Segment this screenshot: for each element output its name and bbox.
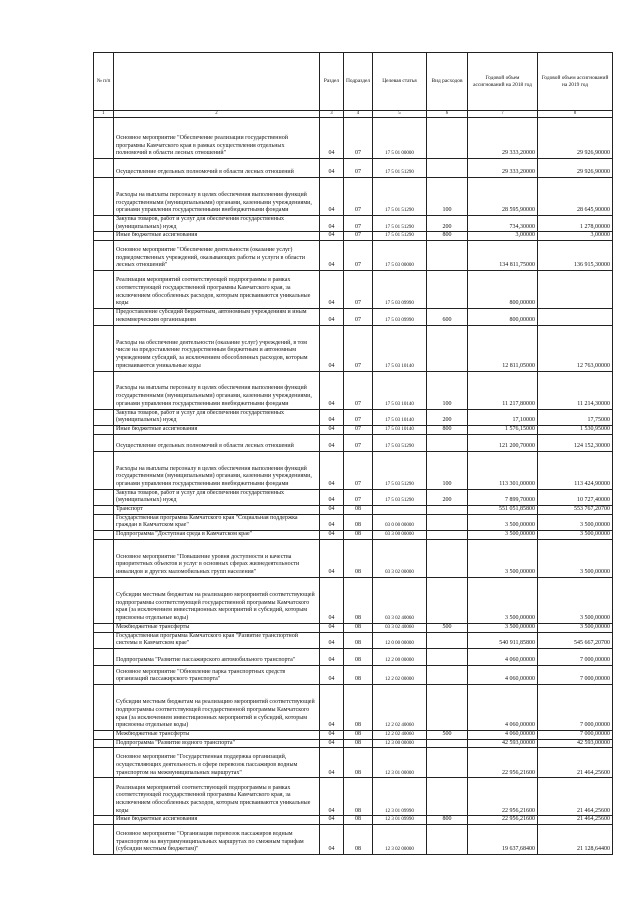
row-razdel: 04 — [320, 506, 344, 515]
row-amount-2018: 3,00000 — [468, 232, 538, 241]
table-row — [94, 577, 613, 623]
row-name: Основное мероприятие "Организация перевозок пассажиров водным транспортом на внутримуниципальных маршрутах по смежным тарифам (субсидии местным бюджетам)" — [114, 825, 320, 855]
row-podrazdel: 08 — [344, 648, 373, 665]
budget-table — [93, 52, 613, 855]
row-podrazdel: 07 — [344, 216, 373, 232]
row-amount-2018: 29 333,20000 — [468, 159, 538, 178]
row-celevaya-statya: 17 5 01 51290 — [373, 178, 427, 216]
row-razdel: 04 — [320, 434, 344, 451]
row-amount-2018: 7 899,70000 — [468, 489, 538, 505]
row-name: Расходы на выплаты персоналу в целях обеспечения выполнения функций государственными (муниципальными) органами, казенными учреждениями, органами управления государственными внебюджетными фондами — [114, 371, 320, 409]
row-num — [94, 489, 114, 505]
row-razdel: 04 — [320, 178, 344, 216]
row-podrazdel: 08 — [344, 539, 373, 577]
table-row — [94, 648, 613, 665]
row-vid-rashodov: 200 — [427, 216, 468, 232]
table-row — [94, 489, 613, 505]
row-vid-rashodov — [427, 531, 468, 540]
row-name: Подпрограмма "Развитие водного транспорта" — [114, 739, 320, 748]
row-razdel: 04 — [320, 623, 344, 632]
row-vid-rashodov — [427, 514, 468, 530]
row-podrazdel: 08 — [344, 816, 373, 825]
row-celevaya-statya: 12 2 02 00000 — [373, 665, 427, 684]
col-index-2: 2 — [114, 111, 320, 118]
row-amount-2019: 3,00000 — [538, 232, 613, 241]
row-podrazdel: 07 — [344, 425, 373, 434]
table-row — [94, 739, 613, 748]
row-razdel: 04 — [320, 825, 344, 855]
table-row — [94, 451, 613, 489]
row-name: Субсидии местным бюджетам на реализацию мероприятий соответствующей подпрограммы соответствующей государственной программы Камчатского края (за исключением инвестиционных мероприятий и субсидий, которым присвоены отдельные коды) — [114, 684, 320, 730]
row-name: Основное мероприятие "Обеспечение реализации государственной программы Камчатского края в рамках осуществления отдельных полномочий в области лесных отношений" — [114, 118, 320, 159]
row-razdel: 04 — [320, 409, 344, 425]
row-amount-2018: 29 333,20000 — [468, 118, 538, 159]
row-amount-2019: 21 464,25600 — [538, 778, 613, 816]
row-amount-2019: 7 000,00000 — [538, 684, 613, 730]
row-razdel: 04 — [320, 371, 344, 409]
row-celevaya-statya: 12 3 00 00000 — [373, 739, 427, 748]
row-razdel: 04 — [320, 778, 344, 816]
row-razdel: 04 — [320, 684, 344, 730]
row-amount-2019: 17,75000 — [538, 409, 613, 425]
row-name: Основное мероприятие "Обновление парка транспортных средств организаций пассажирского транспорта" — [114, 665, 320, 684]
row-celevaya-statya: 03 3 02 40060 — [373, 577, 427, 623]
row-num — [94, 409, 114, 425]
row-podrazdel: 07 — [344, 451, 373, 489]
table-row — [94, 506, 613, 515]
row-podrazdel: 08 — [344, 778, 373, 816]
row-celevaya-statya: 17 5 01 51290 — [373, 159, 427, 178]
row-amount-2018: 22 956,21600 — [468, 778, 538, 816]
row-name: Государственная программа Камчатского края "Развитие транспортной системы в Камчатском крае" — [114, 632, 320, 648]
row-amount-2018: 3 500,00000 — [468, 539, 538, 577]
row-podrazdel: 07 — [344, 159, 373, 178]
row-num — [94, 531, 114, 540]
row-vid-rashodov — [427, 118, 468, 159]
table-row — [94, 730, 613, 739]
row-razdel: 04 — [320, 241, 344, 271]
row-amount-2018: 17,10000 — [468, 409, 538, 425]
table-row — [94, 434, 613, 451]
row-vid-rashodov: 800 — [427, 425, 468, 434]
table-row — [94, 325, 613, 371]
column-index-row — [94, 111, 613, 118]
row-razdel: 04 — [320, 271, 344, 309]
row-name: Осуществление отдельных полномочий в области лесных отношений — [114, 434, 320, 451]
row-podrazdel: 08 — [344, 730, 373, 739]
row-name: Закупка товаров, работ и услуг для обеспечения государственных (муниципальных) нужд — [114, 489, 320, 505]
row-podrazdel: 07 — [344, 118, 373, 159]
row-celevaya-statya: 17 5 03 10140 — [373, 371, 427, 409]
row-num — [94, 271, 114, 309]
row-amount-2018: 3 500,00000 — [468, 623, 538, 632]
col-index-8: 8 — [538, 111, 613, 118]
row-name: Межбюджетные трансферты — [114, 730, 320, 739]
table-row — [94, 632, 613, 648]
row-amount-2019: 11 214,30000 — [538, 371, 613, 409]
row-amount-2019: 21 464,25600 — [538, 748, 613, 778]
row-amount-2019: 10 727,40000 — [538, 489, 613, 505]
row-vid-rashodov: 500 — [427, 623, 468, 632]
row-amount-2019: 1 530,95000 — [538, 425, 613, 434]
row-num — [94, 739, 114, 748]
row-razdel: 04 — [320, 648, 344, 665]
row-num — [94, 730, 114, 739]
table-row — [94, 216, 613, 232]
table-row — [94, 684, 613, 730]
table-row — [94, 271, 613, 309]
row-celevaya-statya: 12 2 00 00000 — [373, 648, 427, 665]
table-row — [94, 309, 613, 325]
row-amount-2019: 7 000,00000 — [538, 730, 613, 739]
row-celevaya-statya: 17 5 03 10140 — [373, 425, 427, 434]
row-num — [94, 778, 114, 816]
row-name: Подпрограмма "Доступная среда в Камчатском крае" — [114, 531, 320, 540]
row-razdel: 04 — [320, 730, 344, 739]
row-num — [94, 425, 114, 434]
row-razdel: 04 — [320, 451, 344, 489]
header-name — [114, 53, 320, 111]
row-name: Реализация мероприятий соответствующей подпрограммы в рамках соответствующей государственной программы Камчатского края, за исключением обособленных расходов, которым присваиваются уникальные коды — [114, 271, 320, 309]
row-podrazdel: 08 — [344, 506, 373, 515]
row-num — [94, 451, 114, 489]
row-razdel: 04 — [320, 309, 344, 325]
row-amount-2018: 134 811,75000 — [468, 241, 538, 271]
row-name: Осуществление отдельных полномочий в области лесных отношений — [114, 159, 320, 178]
row-amount-2019: 136 915,30000 — [538, 241, 613, 271]
row-amount-2019: 3 500,00000 — [538, 623, 613, 632]
row-name: Основное мероприятие "Государственная поддержка организаций, осуществляющих деятельность в сфере перевозок пассажиров водным транспортом на межмуниципальных маршрутах" — [114, 748, 320, 778]
row-num — [94, 577, 114, 623]
row-num — [94, 309, 114, 325]
row-razdel: 04 — [320, 739, 344, 748]
row-vid-rashodov — [427, 748, 468, 778]
col-index-5: 5 — [373, 111, 427, 118]
row-name: Межбюджетные трансферты — [114, 623, 320, 632]
table-row — [94, 825, 613, 855]
row-amount-2019 — [538, 309, 613, 325]
row-vid-rashodov: 200 — [427, 489, 468, 505]
row-name: Закупка товаров, работ и услуг для обеспечения государственных (муниципальных) нужд — [114, 216, 320, 232]
row-razdel: 04 — [320, 539, 344, 577]
row-celevaya-statya: 12 2 02 40060 — [373, 684, 427, 730]
row-celevaya-statya: 12 3 01 00000 — [373, 748, 427, 778]
row-celevaya-statya: 03 3 02 00000 — [373, 539, 427, 577]
row-podrazdel: 07 — [344, 309, 373, 325]
row-amount-2019: 29 926,90000 — [538, 159, 613, 178]
row-vid-rashodov: 500 — [427, 730, 468, 739]
row-num — [94, 371, 114, 409]
row-podrazdel: 08 — [344, 632, 373, 648]
row-razdel: 04 — [320, 665, 344, 684]
row-name: Транспорт — [114, 506, 320, 515]
row-podrazdel: 08 — [344, 748, 373, 778]
row-name: Государственная программа Камчатского края "Социальная поддержка граждан в Камчатском крае" — [114, 514, 320, 530]
row-name: Расходы на обеспечение деятельности (оказание услуг) учреждений, в том числе на предоставление государственным бюджетным и автономным учреждениям субсидий, за исключением обособленных расходов, которым присваиваются уникальные коды — [114, 325, 320, 371]
row-num — [94, 539, 114, 577]
row-celevaya-statya: 03 3 02 40060 — [373, 623, 427, 632]
row-razdel: 04 — [320, 514, 344, 530]
row-razdel: 04 — [320, 531, 344, 540]
row-amount-2019: 553 767,20700 — [538, 506, 613, 515]
row-amount-2019: 42 593,00000 — [538, 739, 613, 748]
row-amount-2019: 1 278,00000 — [538, 216, 613, 232]
row-amount-2018: 121 200,70000 — [468, 434, 538, 451]
row-amount-2018: 800,00000 — [468, 271, 538, 309]
row-amount-2018: 4 060,00000 — [468, 665, 538, 684]
row-amount-2018: 1 576,15000 — [468, 425, 538, 434]
table-row — [94, 778, 613, 816]
row-celevaya-statya: 17 5 03 10140 — [373, 325, 427, 371]
row-podrazdel: 07 — [344, 489, 373, 505]
row-name: Субсидии местным бюджетам на реализацию мероприятий соответствующей подпрограммы соответствующей государственной программы Камчатского края (за исключением инвестиционных мероприятий и субсидий, которым присвоены отдельные коды) — [114, 577, 320, 623]
row-amount-2018: 4 060,00000 — [468, 684, 538, 730]
row-amount-2018: 11 217,80000 — [468, 371, 538, 409]
row-podrazdel: 07 — [344, 271, 373, 309]
header-vid-rashodov: Вид расходов — [427, 53, 468, 111]
row-vid-rashodov: 800 — [427, 816, 468, 825]
col-index-3: 3 — [320, 111, 344, 118]
row-celevaya-statya: 12 0 00 00000 — [373, 632, 427, 648]
row-amount-2018: 4 060,00000 — [468, 648, 538, 665]
row-celevaya-statya: 17 5 03 51290 — [373, 451, 427, 489]
row-num — [94, 159, 114, 178]
row-podrazdel: 07 — [344, 434, 373, 451]
row-name: Иные бюджетные ассигнования — [114, 425, 320, 434]
row-podrazdel: 08 — [344, 531, 373, 540]
table-body — [94, 118, 613, 855]
row-razdel: 04 — [320, 816, 344, 825]
row-name: Расходы на выплаты персоналу в целях обеспечения выполнения функций государственными (муниципальными) органами, казенными учреждениями, органами управления государственными внебюджетными фондами — [114, 178, 320, 216]
row-razdel: 04 — [320, 159, 344, 178]
row-celevaya-statya: 03 0 00 00000 — [373, 514, 427, 530]
col-index-7: 7 — [468, 111, 538, 118]
header-row — [94, 53, 613, 111]
row-celevaya-statya: 17 5 03 09990 — [373, 309, 427, 325]
row-amount-2019: 3 500,00000 — [538, 539, 613, 577]
row-amount-2019: 12 763,00000 — [538, 325, 613, 371]
row-celevaya-statya: 17 5 03 10140 — [373, 409, 427, 425]
row-vid-rashodov — [427, 325, 468, 371]
row-amount-2019: 7 000,00000 — [538, 665, 613, 684]
row-name: Иные бюджетные ассигнования — [114, 816, 320, 825]
row-razdel: 04 — [320, 118, 344, 159]
table-row — [94, 665, 613, 684]
row-vid-rashodov — [427, 241, 468, 271]
row-razdel: 04 — [320, 425, 344, 434]
row-name: Расходы на выплаты персоналу в целях обеспечения выполнения функций государственными (муниципальными) органами, казенными учреждениями, органами управления государственными внебюджетными фондами — [114, 451, 320, 489]
row-num — [94, 514, 114, 530]
col-index-1: 1 — [94, 111, 114, 118]
row-podrazdel: 07 — [344, 178, 373, 216]
table-row — [94, 539, 613, 577]
row-num — [94, 623, 114, 632]
row-amount-2018: 4 060,00000 — [468, 730, 538, 739]
row-podrazdel: 08 — [344, 514, 373, 530]
row-celevaya-statya: 12 3 01 09990 — [373, 816, 427, 825]
header-2018: Годовой объем ассигнований на 2018 год — [468, 53, 538, 111]
row-vid-rashodov — [427, 648, 468, 665]
row-podrazdel: 08 — [344, 577, 373, 623]
row-podrazdel: 07 — [344, 409, 373, 425]
row-vid-rashodov — [427, 434, 468, 451]
row-celevaya-statya: 17 5 01 00000 — [373, 118, 427, 159]
row-num — [94, 748, 114, 778]
row-vid-rashodov — [427, 665, 468, 684]
row-amount-2018: 22 956,21600 — [468, 816, 538, 825]
row-name: Предоставление субсидий бюджетным, автономным учреждениям и иным некоммерческим организациям — [114, 309, 320, 325]
row-amount-2018: 734,30000 — [468, 216, 538, 232]
table-row — [94, 748, 613, 778]
row-celevaya-statya: 03 3 00 00000 — [373, 531, 427, 540]
row-name: Иные бюджетные ассигнования — [114, 232, 320, 241]
row-celevaya-statya: 12 3 02 00000 — [373, 825, 427, 855]
row-vid-rashodov: 600 — [427, 309, 468, 325]
row-amount-2019: 7 000,00000 — [538, 648, 613, 665]
row-num — [94, 825, 114, 855]
row-num — [94, 325, 114, 371]
row-amount-2019: 3 500,00000 — [538, 577, 613, 623]
row-celevaya-statya: 12 3 01 09990 — [373, 778, 427, 816]
row-vid-rashodov — [427, 739, 468, 748]
row-amount-2019 — [538, 271, 613, 309]
row-num — [94, 232, 114, 241]
row-amount-2019: 21 464,25600 — [538, 816, 613, 825]
row-amount-2018: 113 301,00000 — [468, 451, 538, 489]
row-num — [94, 632, 114, 648]
table-row — [94, 241, 613, 271]
row-podrazdel: 07 — [344, 371, 373, 409]
row-vid-rashodov — [427, 825, 468, 855]
row-razdel: 04 — [320, 232, 344, 241]
row-celevaya-statya: 17 5 03 00000 — [373, 241, 427, 271]
row-celevaya-statya: 17 5 03 51290 — [373, 434, 427, 451]
row-amount-2019: 124 152,30000 — [538, 434, 613, 451]
row-num — [94, 506, 114, 515]
row-celevaya-statya — [373, 506, 427, 515]
row-amount-2018: 3 500,00000 — [468, 514, 538, 530]
row-celevaya-statya: 12 2 02 40060 — [373, 730, 427, 739]
row-name: Основное мероприятие "Повышение уровня доступности и качества приоритетных объектов и услуг в основных сферах жизнедеятельности инвалидов и других маломобильных групп населения" — [114, 539, 320, 577]
row-num — [94, 684, 114, 730]
table-row — [94, 531, 613, 540]
row-razdel: 04 — [320, 216, 344, 232]
row-num — [94, 816, 114, 825]
row-name: Подпрограмма "Развитие пассажирского автомобильного транспорта" — [114, 648, 320, 665]
row-podrazdel: 08 — [344, 739, 373, 748]
row-vid-rashodov — [427, 271, 468, 309]
row-amount-2018: 28 595,90000 — [468, 178, 538, 216]
table-row — [94, 816, 613, 825]
col-index-4: 4 — [344, 111, 373, 118]
row-num — [94, 665, 114, 684]
row-name: Закупка товаров, работ и услуг для обеспечения государственных (муниципальных) нужд — [114, 409, 320, 425]
table-row — [94, 232, 613, 241]
row-vid-rashodov — [427, 632, 468, 648]
row-vid-rashodov — [427, 684, 468, 730]
row-celevaya-statya: 17 5 01 51290 — [373, 232, 427, 241]
row-num — [94, 648, 114, 665]
row-num — [94, 241, 114, 271]
header-2019: Годовой объем ассигнований на 2019 год — [538, 53, 613, 111]
row-amount-2019: 29 926,90000 — [538, 118, 613, 159]
col-index-6: 6 — [427, 111, 468, 118]
row-celevaya-statya: 17 5 01 51290 — [373, 216, 427, 232]
row-amount-2018: 3 500,00000 — [468, 577, 538, 623]
row-podrazdel: 08 — [344, 684, 373, 730]
row-num — [94, 216, 114, 232]
row-amount-2018: 540 911,85800 — [468, 632, 538, 648]
row-podrazdel: 08 — [344, 825, 373, 855]
table-row — [94, 623, 613, 632]
row-amount-2018: 22 956,21600 — [468, 748, 538, 778]
row-amount-2018: 800,00000 — [468, 309, 538, 325]
table-row — [94, 425, 613, 434]
table-row — [94, 159, 613, 178]
row-vid-rashodov: 800 — [427, 232, 468, 241]
row-vid-rashodov — [427, 159, 468, 178]
row-vid-rashodov: 200 — [427, 409, 468, 425]
row-celevaya-statya: 17 5 03 09990 — [373, 271, 427, 309]
row-vid-rashodov — [427, 506, 468, 515]
table-row — [94, 178, 613, 216]
row-celevaya-statya: 17 5 03 51290 — [373, 489, 427, 505]
row-vid-rashodov: 100 — [427, 371, 468, 409]
table-row — [94, 371, 613, 409]
row-podrazdel: 07 — [344, 241, 373, 271]
row-num — [94, 178, 114, 216]
row-num — [94, 434, 114, 451]
row-name: Основное мероприятие "Обеспечение деятельности (оказание услуг) подведомственных учреждений, оказывающих работы и услуги в области лесных отношений" — [114, 241, 320, 271]
row-razdel: 04 — [320, 748, 344, 778]
row-amount-2018: 12 811,05000 — [468, 325, 538, 371]
row-amount-2018: 42 593,00000 — [468, 739, 538, 748]
header-num: № п/п — [94, 53, 114, 111]
row-vid-rashodov — [427, 539, 468, 577]
row-vid-rashodov: 100 — [427, 451, 468, 489]
row-name: Реализация мероприятий соответствующей подпрограммы в рамках соответствующей государственной программы Камчатского края, за исключением обособленных расходов, которым присваиваются уникальные коды — [114, 778, 320, 816]
row-amount-2019: 545 667,20700 — [538, 632, 613, 648]
row-vid-rashodov — [427, 577, 468, 623]
row-amount-2018: 19 637,68400 — [468, 825, 538, 855]
row-amount-2019: 113 424,90000 — [538, 451, 613, 489]
header-podrazdel: Подраздел — [344, 53, 373, 111]
row-amount-2018: 551 051,85800 — [468, 506, 538, 515]
table-row — [94, 409, 613, 425]
row-amount-2019: 3 500,00000 — [538, 514, 613, 530]
header-razdel: Раздел — [320, 53, 344, 111]
row-razdel: 04 — [320, 489, 344, 505]
row-amount-2019: 3 500,00000 — [538, 531, 613, 540]
row-vid-rashodov — [427, 778, 468, 816]
row-amount-2019: 28 645,90000 — [538, 178, 613, 216]
row-razdel: 04 — [320, 577, 344, 623]
table-row — [94, 514, 613, 530]
row-amount-2018: 3 500,00000 — [468, 531, 538, 540]
table-row — [94, 118, 613, 159]
header-celevaya-statya: Целевая статья — [373, 53, 427, 111]
row-podrazdel: 07 — [344, 232, 373, 241]
row-razdel: 04 — [320, 325, 344, 371]
row-podrazdel: 07 — [344, 325, 373, 371]
row-razdel: 04 — [320, 632, 344, 648]
row-num — [94, 118, 114, 159]
row-amount-2019: 21 128,64400 — [538, 825, 613, 855]
row-vid-rashodov: 100 — [427, 178, 468, 216]
row-podrazdel: 08 — [344, 665, 373, 684]
row-podrazdel: 08 — [344, 623, 373, 632]
